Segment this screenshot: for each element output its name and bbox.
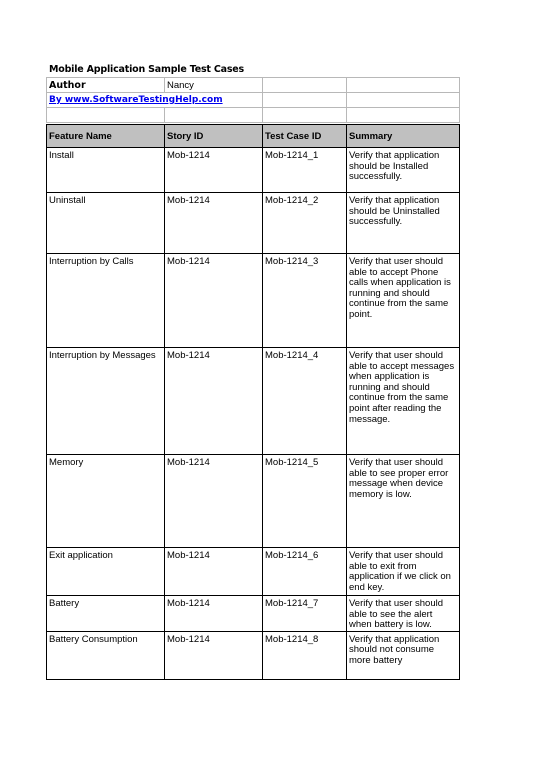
empty-cell[interactable] bbox=[263, 93, 347, 108]
test-case-id-cell[interactable]: Mob-1214_8 bbox=[263, 631, 347, 679]
table-row bbox=[47, 596, 460, 632]
summary-cell[interactable]: Verify that user should able to see the alert when battery is low. bbox=[347, 596, 460, 632]
test-case-id-cell[interactable]: Mob-1214_3 bbox=[263, 254, 347, 348]
story-id-cell[interactable]: Mob-1214 bbox=[165, 548, 263, 596]
summary-cell[interactable]: Verify that application should be Uninstalled successfully. bbox=[347, 193, 460, 254]
table-row bbox=[47, 148, 460, 193]
website-link[interactable]: By www.SoftwareTestingHelp.com bbox=[47, 93, 263, 108]
header-feature-name[interactable]: Feature Name bbox=[47, 125, 165, 148]
author-row bbox=[47, 78, 460, 93]
table-row bbox=[47, 193, 460, 254]
feature-name-cell[interactable]: Exit application bbox=[47, 548, 165, 596]
author-label: Author bbox=[47, 78, 165, 93]
empty-cell[interactable] bbox=[347, 93, 460, 108]
test-case-id-cell[interactable]: Mob-1214_7 bbox=[263, 596, 347, 632]
table-row bbox=[47, 348, 460, 455]
empty-cell[interactable] bbox=[263, 78, 347, 93]
header-story-id[interactable]: Story ID bbox=[165, 125, 263, 148]
feature-name-cell[interactable]: Install bbox=[47, 148, 165, 193]
story-id-cell[interactable]: Mob-1214 bbox=[165, 148, 263, 193]
test-case-id-cell[interactable]: Mob-1214_4 bbox=[263, 348, 347, 455]
summary-cell[interactable]: Verify that application should not consume more battery bbox=[347, 631, 460, 679]
story-id-cell[interactable]: Mob-1214 bbox=[165, 254, 263, 348]
empty-cell[interactable] bbox=[347, 108, 460, 123]
feature-name-cell[interactable]: Memory bbox=[47, 455, 165, 548]
summary-cell[interactable]: Verify that user should able to accept messages when application is running and should continue from the same point after reading the message. bbox=[347, 348, 460, 455]
story-id-cell[interactable]: Mob-1214 bbox=[165, 193, 263, 254]
table-row bbox=[47, 548, 460, 596]
summary-cell[interactable]: Verify that application should be Installed successfully. bbox=[347, 148, 460, 193]
test-case-id-cell[interactable]: Mob-1214_1 bbox=[263, 148, 347, 193]
test-cases-table bbox=[46, 124, 460, 680]
website-row bbox=[47, 93, 460, 108]
test-case-id-cell[interactable]: Mob-1214_2 bbox=[263, 193, 347, 254]
story-id-cell[interactable]: Mob-1214 bbox=[165, 596, 263, 632]
story-id-cell[interactable]: Mob-1214 bbox=[165, 455, 263, 548]
author-value[interactable]: Nancy bbox=[165, 78, 263, 93]
table-row bbox=[47, 254, 460, 348]
header-test-case-id[interactable]: Test Case ID bbox=[263, 125, 347, 148]
info-table bbox=[46, 77, 460, 123]
document-title: Mobile Application Sample Test Cases bbox=[49, 64, 245, 75]
test-case-id-cell[interactable]: Mob-1214_6 bbox=[263, 548, 347, 596]
empty-cell[interactable] bbox=[263, 108, 347, 123]
summary-cell[interactable]: Verify that user should able to see proper error message when device memory is low. bbox=[347, 455, 460, 548]
feature-name-cell[interactable]: Uninstall bbox=[47, 193, 165, 254]
feature-name-cell[interactable]: Interruption by Messages bbox=[47, 348, 165, 455]
test-case-id-cell[interactable]: Mob-1214_5 bbox=[263, 455, 347, 548]
table-row bbox=[47, 455, 460, 548]
summary-cell[interactable]: Verify that user should able to accept Phone calls when application is running and should continue from the same point. bbox=[347, 254, 460, 348]
table-header-row bbox=[47, 125, 460, 148]
empty-cell[interactable] bbox=[165, 108, 263, 123]
feature-name-cell[interactable]: Interruption by Calls bbox=[47, 254, 165, 348]
story-id-cell[interactable]: Mob-1214 bbox=[165, 348, 263, 455]
empty-cell[interactable] bbox=[47, 108, 165, 123]
empty-cell[interactable] bbox=[347, 78, 460, 93]
header-summary[interactable]: Summary bbox=[347, 125, 460, 148]
table-row bbox=[47, 631, 460, 679]
story-id-cell[interactable]: Mob-1214 bbox=[165, 631, 263, 679]
blank-row bbox=[47, 108, 460, 123]
feature-name-cell[interactable]: Battery bbox=[47, 596, 165, 632]
feature-name-cell[interactable]: Battery Consumption bbox=[47, 631, 165, 679]
summary-cell[interactable]: Verify that user should able to exit from application if we click on end key. bbox=[347, 548, 460, 596]
